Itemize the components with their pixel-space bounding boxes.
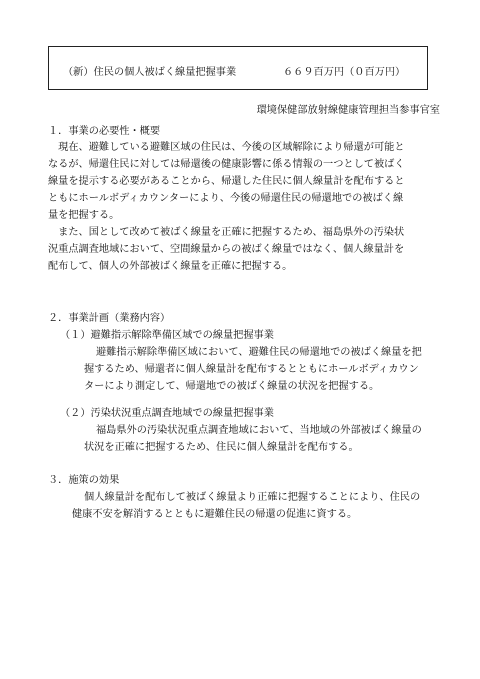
section2-sub1-heading: （１）避難指示解除準備区域での線量把握事業 (60, 330, 274, 341)
section1-line: 現在、避難している避難区域の住民は、今後の区域解除により帰還が可能と (48, 142, 405, 153)
section1-line: 配布して、個人の外部被ばく線量を正確に把握する。 (48, 261, 293, 272)
section1-line: 量を把握する。 (48, 210, 120, 221)
section2-sub2-heading: （２）汚染状況重点調査地域での線量把握事業 (60, 408, 274, 419)
section1-line: ともにホールボディカウンターにより、今後の帰還住民の帰還地での被ばく線 (48, 193, 404, 204)
section2-sub1-line: 避難指示解除準備区域において、避難住民の帰還地での被ばく線量を把 (96, 347, 422, 358)
department-name: 環境保健部放射線健康管理担当参事官室 (256, 105, 440, 116)
section2-sub2-line: 福島県外の汚染状況重点調査地域において、当地域の外部被ばく線量の (96, 425, 422, 436)
section3-heading: ３．施策の効果 (48, 475, 120, 486)
section1-heading: １．事業の必要性・概要 (48, 126, 161, 137)
section2-sub1-line: 握するため、帰還者に個人線量計を配布するとともにホールボディカウン (84, 364, 419, 375)
project-title: （新）住民の個人被ばく線量把握事業 (63, 67, 237, 78)
header-box (48, 46, 428, 90)
section2-sub2-line: 状況を正確に把握するため、住民に個人線量計を配布する。 (84, 442, 359, 453)
section2-heading: ２．事業計画（業務内容） (48, 313, 171, 324)
project-budget: ６６９百万円（０百万円） (283, 67, 406, 78)
section1-line: また、国として改めて被ばく線量を正確に把握するため、福島県外の汚染状 (48, 227, 405, 238)
section1-line: 況重点調査地域において、空間線量からの被ばく線量ではなく、個人線量計を (48, 244, 405, 255)
section1-line: 線量を提示する必要があることから、帰還した住民に個人線量計を配布すると (48, 176, 405, 187)
section3-line: 健康不安を解消するとともに避難住民の帰還の促進に資する。 (72, 509, 358, 520)
section2-sub1-line: ターにより測定して、帰還地での被ばく線量の状況を把握する。 (84, 381, 380, 392)
section3-line: 個人線量計を配布して被ばく線量より正確に把握することにより、住民の (84, 492, 421, 503)
section1-line: なるが、帰還住民に対しては帰還後の健康影響に係る情報の一つとして被ばく (48, 159, 405, 170)
